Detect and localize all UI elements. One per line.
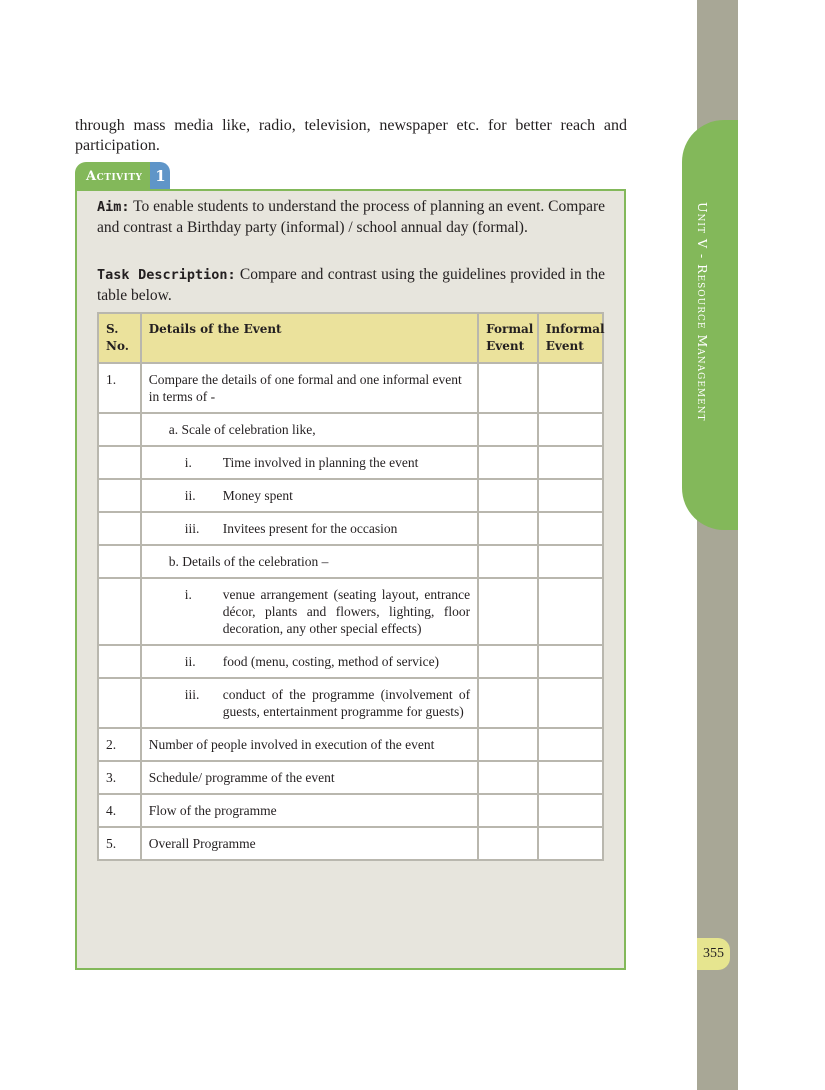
- row-sno: [98, 413, 141, 446]
- sub-item-text: Money spent: [222, 488, 293, 503]
- informal-cell: [538, 827, 603, 860]
- row-sno: 4.: [98, 794, 141, 827]
- aim-text: To enable students to understand the process of planning an event. Compare and contrast a Birthday party (informal) / school annual day (formal).: [97, 198, 605, 236]
- sub-item-text: venue arrangement (seating layout, entrance décor, plants and flowers, lighting, floor decoration, any other special effects): [222, 587, 471, 636]
- formal-cell: [478, 645, 538, 678]
- activity-tab: [75, 162, 170, 190]
- table-row: [98, 728, 603, 761]
- page-number: 355: [697, 938, 730, 970]
- formal-cell: [478, 479, 538, 512]
- row-sno: [98, 512, 141, 545]
- header-details: Details of the Event: [141, 313, 478, 363]
- table-row: [98, 578, 603, 645]
- table-row: [98, 363, 603, 413]
- row-sno: [98, 545, 141, 578]
- task-paragraph: [97, 265, 605, 305]
- table-row: [98, 413, 603, 446]
- activity-box: [75, 189, 626, 970]
- formal-cell: [478, 363, 538, 413]
- row-details: [141, 578, 478, 645]
- intro-paragraph: through mass media like, radio, television, newspaper etc. for better reach and participation.: [75, 117, 627, 154]
- formal-cell: [478, 678, 538, 728]
- formal-cell: [478, 413, 538, 446]
- row-details: [141, 678, 478, 728]
- roman-numeral: iii.: [184, 687, 200, 702]
- event-comparison-table: [97, 312, 604, 861]
- sub-item-text: conduct of the programme (involvement of guests, entertainment programme for guests): [222, 687, 471, 719]
- sub-item-text: Time involved in planning the event: [222, 455, 419, 470]
- roman-numeral: i.: [184, 455, 192, 470]
- aim-label: Aim:: [97, 199, 130, 215]
- formal-cell: [478, 761, 538, 794]
- formal-cell: [478, 512, 538, 545]
- row-details: [141, 512, 478, 545]
- task-text: Compare and contrast using the guidelines provided in the table below.: [97, 266, 605, 304]
- table-row: [98, 545, 603, 578]
- unit-title: Unit V - Resource Management: [695, 202, 710, 422]
- row-details: a. Scale of celebration like,: [141, 413, 478, 446]
- row-sno: [98, 578, 141, 645]
- row-details: Overall Programme: [141, 827, 478, 860]
- header-sno: S. No.: [98, 313, 141, 363]
- informal-cell: [538, 794, 603, 827]
- sub-item-text: Invitees present for the occasion: [222, 521, 398, 536]
- table-row: [98, 479, 603, 512]
- row-details: Schedule/ programme of the event: [141, 761, 478, 794]
- row-sno: 3.: [98, 761, 141, 794]
- row-details: Number of people involved in execution of the event: [141, 728, 478, 761]
- table-row: [98, 645, 603, 678]
- row-sno: 5.: [98, 827, 141, 860]
- formal-cell: [478, 446, 538, 479]
- informal-cell: [538, 578, 603, 645]
- informal-cell: [538, 479, 603, 512]
- informal-cell: [538, 446, 603, 479]
- formal-cell: [478, 827, 538, 860]
- row-sno: 2.: [98, 728, 141, 761]
- row-sno: [98, 479, 141, 512]
- table-row: [98, 794, 603, 827]
- roman-numeral: iii.: [184, 521, 200, 536]
- informal-cell: [538, 413, 603, 446]
- row-details: Compare the details of one formal and one informal event in terms of -: [141, 363, 478, 413]
- row-details: [141, 446, 478, 479]
- table-row: [98, 761, 603, 794]
- header-formal: Formal Event: [478, 313, 538, 363]
- activity-number: 1: [150, 162, 170, 190]
- unit-tab: [682, 120, 738, 530]
- row-details: [141, 645, 478, 678]
- formal-cell: [478, 794, 538, 827]
- table-row: [98, 446, 603, 479]
- header-informal: Informal Event: [538, 313, 603, 363]
- informal-cell: [538, 645, 603, 678]
- aim-paragraph: [97, 197, 605, 237]
- formal-cell: [478, 578, 538, 645]
- informal-cell: [538, 761, 603, 794]
- row-sno: [98, 678, 141, 728]
- sub-item-text: food (menu, costing, method of service): [222, 654, 440, 669]
- informal-cell: [538, 363, 603, 413]
- table-row: [98, 678, 603, 728]
- row-sno: [98, 446, 141, 479]
- task-label: Task Description:: [97, 267, 236, 283]
- roman-numeral: ii.: [184, 654, 196, 669]
- informal-cell: [538, 728, 603, 761]
- activity-label: Activity: [75, 162, 150, 190]
- informal-cell: [538, 678, 603, 728]
- table-row: [98, 512, 603, 545]
- roman-numeral: i.: [184, 587, 192, 602]
- table-header-row: [98, 313, 603, 363]
- row-details: [141, 479, 478, 512]
- informal-cell: [538, 512, 603, 545]
- formal-cell: [478, 545, 538, 578]
- roman-numeral: ii.: [184, 488, 196, 503]
- row-sno: [98, 645, 141, 678]
- informal-cell: [538, 545, 603, 578]
- row-sno: 1.: [98, 363, 141, 413]
- row-details: Flow of the programme: [141, 794, 478, 827]
- row-details: b. Details of the celebration –: [141, 545, 478, 578]
- formal-cell: [478, 728, 538, 761]
- table-row: [98, 827, 603, 860]
